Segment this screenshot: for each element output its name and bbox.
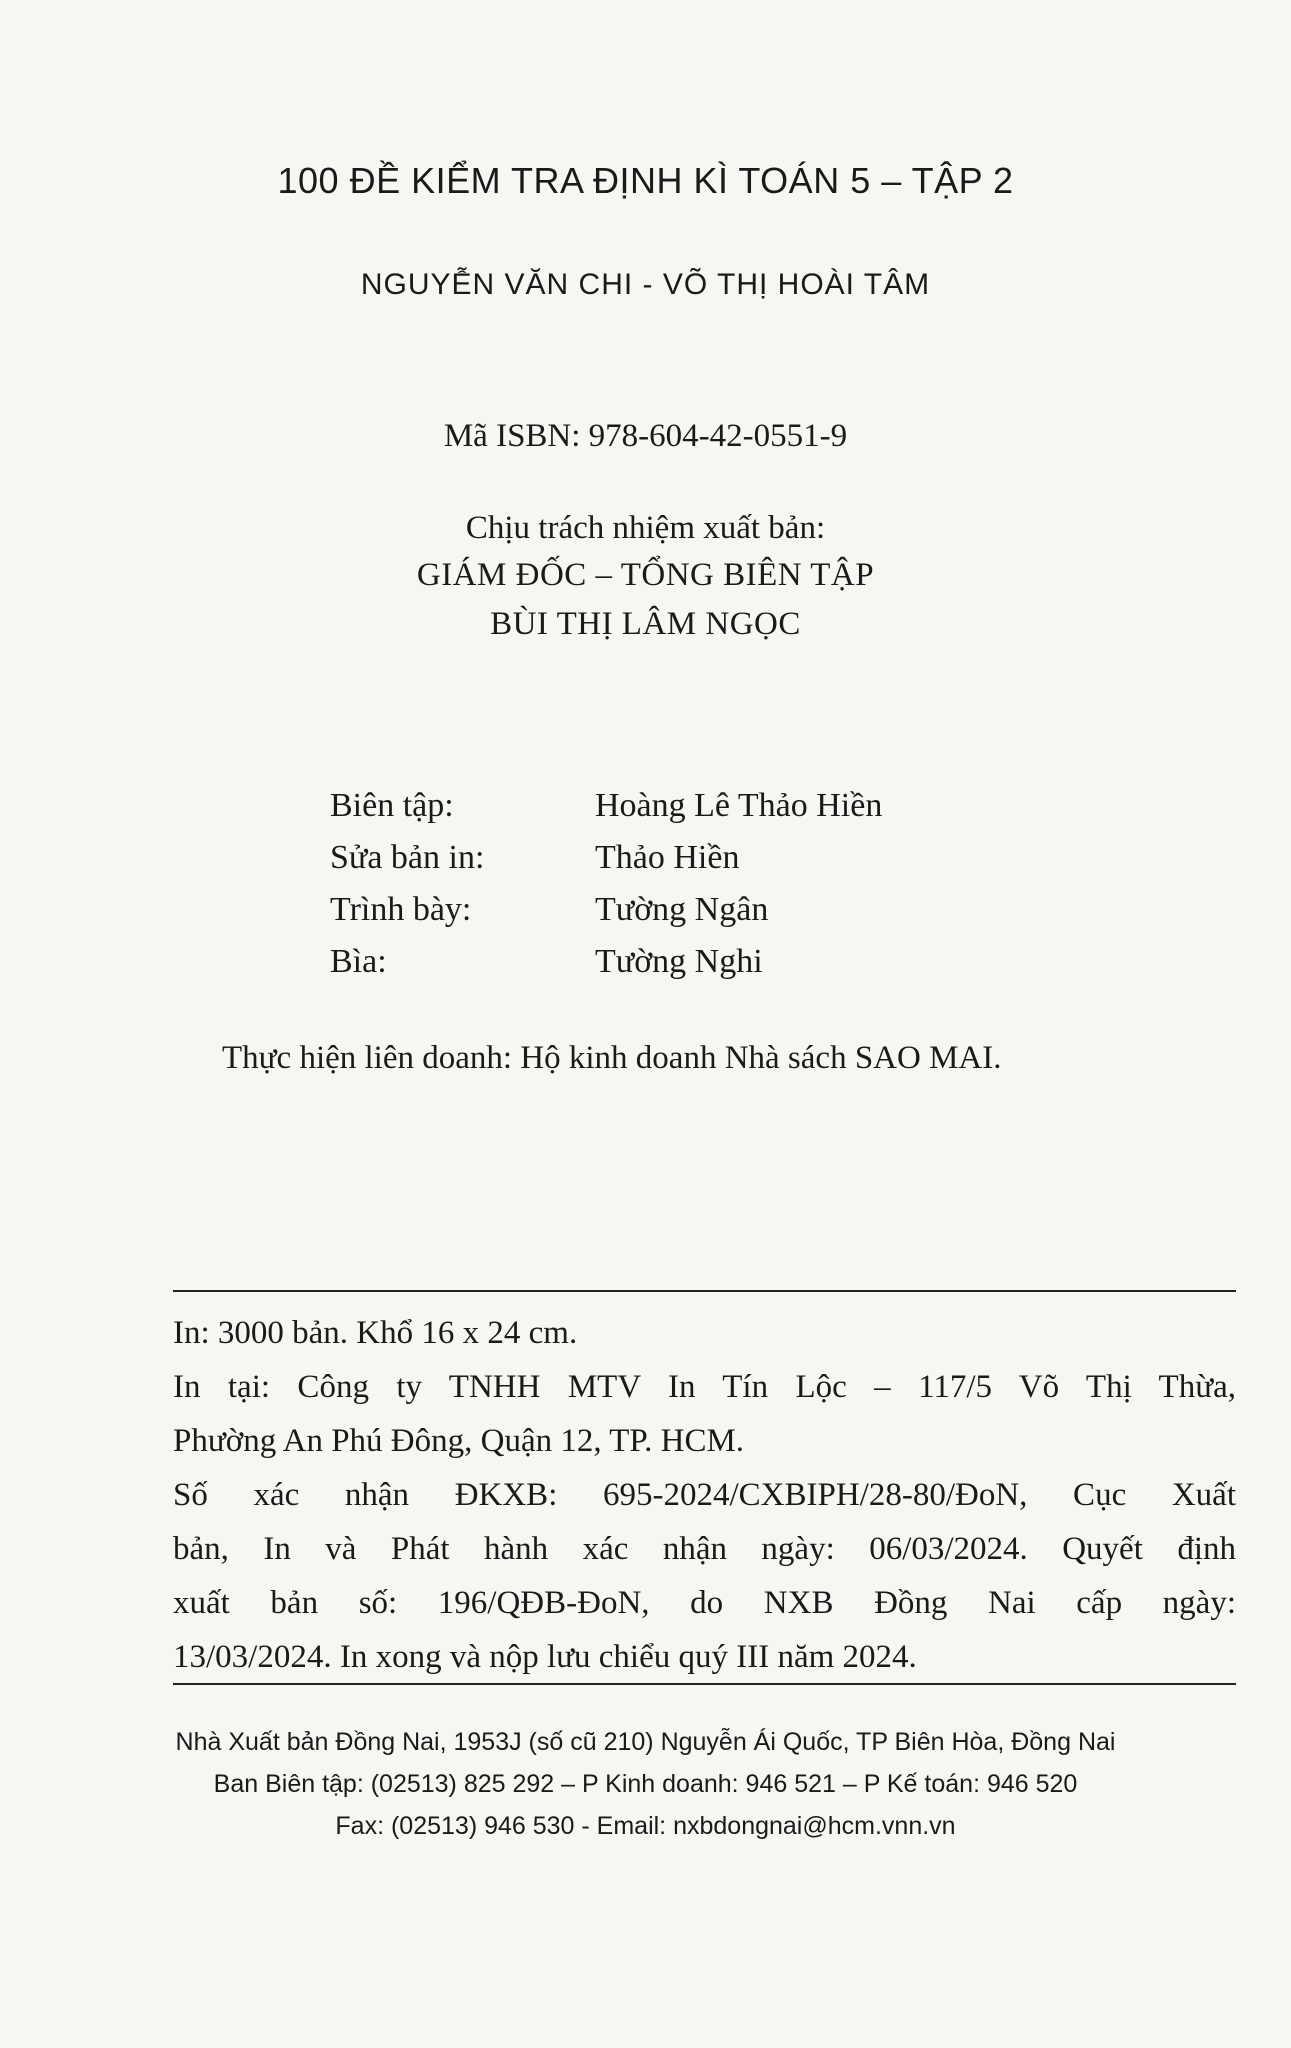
print-line: xuất bản số: 196/QĐB-ĐoN, do NXB Đồng Nai cấp ngày: [173,1585,1236,1621]
divider-bottom [173,1683,1236,1685]
credit-role: Biên tập: [330,787,454,824]
credit-role: Sửa bản in: [330,839,485,876]
credit-role: Bìa: [330,943,387,980]
print-line: In tại: Công ty TNHH MTV In Tín Lộc – 117/5 Võ Thị Thừa, [173,1369,1236,1405]
credit-row [330,884,882,936]
credits-list [330,780,882,988]
credit-row [330,832,882,884]
credit-row [330,780,882,832]
isbn: Mã ISBN: 978-604-42-0551-9 [443,418,848,454]
publisher-address: Nhà Xuất bản Đồng Nai, 1953J (số cũ 210) Nguyễn Ái Quốc, TP Biên Hòa, Đồng Nai [175,1728,1116,1756]
divider-top [173,1290,1236,1292]
print-line: 13/03/2024. In xong và nộp lưu chiểu quý III năm 2024. [173,1639,917,1675]
credit-name: Tường Ngân [595,891,769,928]
responsibility-name: BÙI THỊ LÂM NGỌC [490,606,801,642]
credit-name: Hoàng Lê Thảo Hiền [595,787,883,824]
book-title: 100 ĐỀ KIỂM TRA ĐỊNH KÌ TOÁN 5 – TẬP 2 [277,160,1014,201]
joint-venture-line: Thực hiện liên doanh: Hộ kinh doanh Nhà sách SAO MAI. [222,1040,1002,1076]
print-line: Phường An Phú Đông, Quận 12, TP. HCM. [173,1423,745,1459]
credit-row [330,936,882,988]
print-line: Số xác nhận ĐKXB: 695-2024/CXBIPH/28-80/ĐoN, Cục Xuất [173,1477,1236,1513]
publisher-contact: Fax: (02513) 946 530 - Email: nxbdongnai@hcm.vnn.vn [335,1812,956,1840]
publisher-phones: Ban Biên tập: (02513) 825 292 – P Kinh doanh: 946 521 – P Kế toán: 946 520 [213,1770,1078,1798]
print-info [173,1306,1236,1684]
print-line: In: 3000 bản. Khổ 16 x 24 cm. [173,1315,578,1351]
print-line: bản, In và Phát hành xác nhận ngày: 06/03/2024. Quyết định [173,1531,1236,1567]
responsibility-position: GIÁM ĐỐC – TỔNG BIÊN TẬP [416,557,875,593]
credit-name: Tường Nghi [595,943,763,980]
credit-name: Thảo Hiền [595,839,740,876]
authors: NGUYỄN VĂN CHI - VÕ THỊ HOÀI TÂM [360,268,931,301]
responsibility-label: Chịu trách nhiệm xuất bản: [465,510,826,546]
credit-role: Trình bày: [330,891,472,928]
